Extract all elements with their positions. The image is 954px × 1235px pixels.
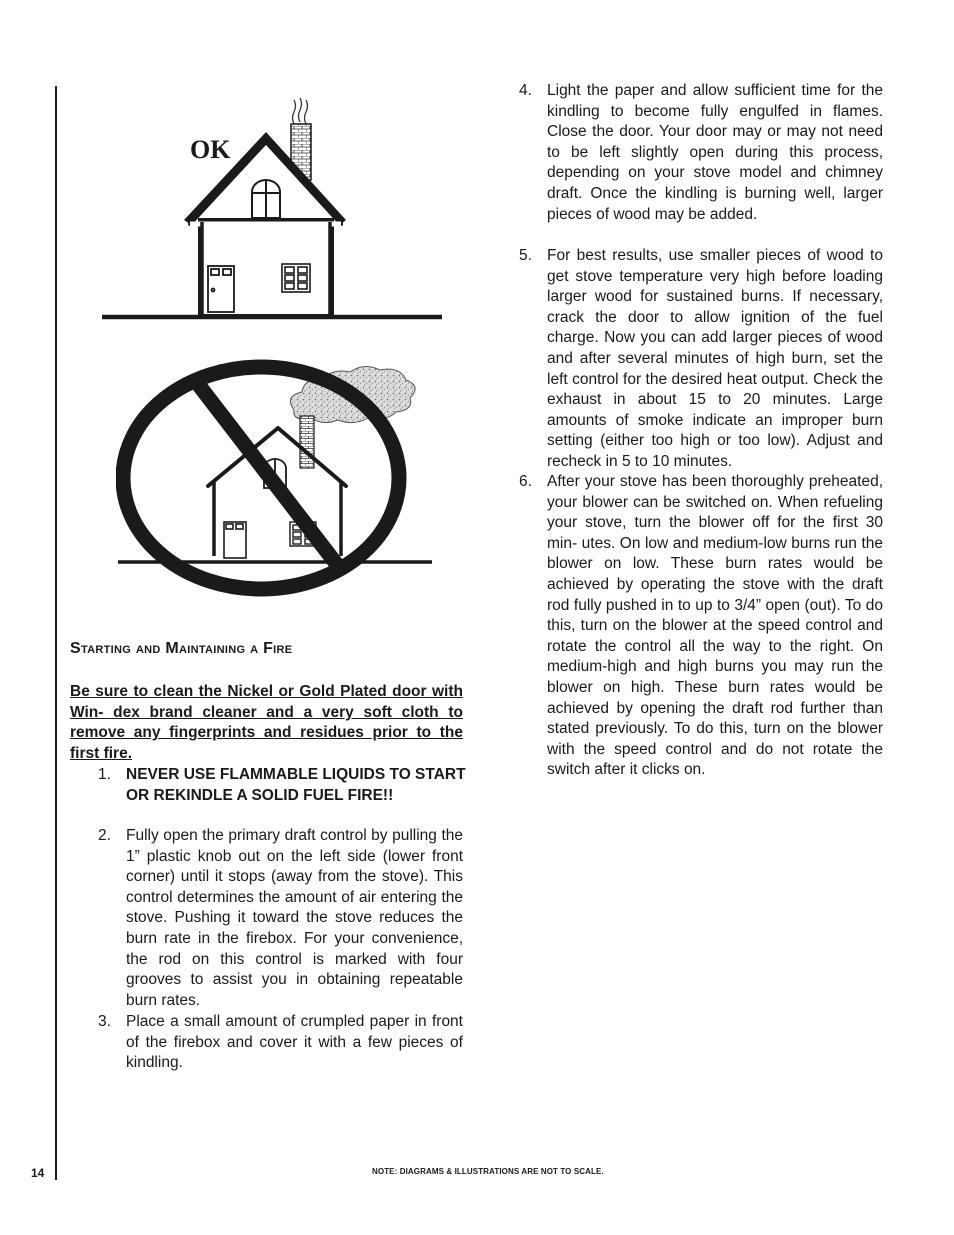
step-number: 1. xyxy=(98,766,111,783)
chimney xyxy=(300,416,314,468)
door-icon xyxy=(208,266,234,312)
section-heading: Starting and Maintaining a Fire xyxy=(70,640,293,657)
step-number: 3. xyxy=(98,1013,111,1030)
step-text: For best results, use smaller pieces of wood to get stove temperature very high before loading larger wood for sustained burns. If necessary, crack the door to allow ignition of the fuel charge. Now you can add larger pieces of wood and after several minutes of high burn, set the left control for the desired heat output. Check the exhaust in about 15 to 20 minutes. Large amounts of smoke indicate an improper burn setting (either too high or too low). Adjust and recheck in 5 to 10 minutes. xyxy=(547,247,883,470)
door-icon xyxy=(224,522,246,558)
step-number: 5. xyxy=(519,247,532,264)
step-number: 2. xyxy=(98,827,111,844)
grid-window-icon xyxy=(282,264,310,292)
step-number: 4. xyxy=(519,82,532,99)
ok-house-figure xyxy=(98,96,448,326)
step-1 xyxy=(98,765,492,806)
step-number: 6. xyxy=(519,473,532,490)
cleaning-note: Be sure to clean the Nickel or Gold Plated door with Win- dex brand cleaner and a very soft cloth to remove any fingerprints and residues prior to the first fire. xyxy=(70,683,463,762)
footer-note: NOTE: DIAGRAMS & ILLUSTRATIONS ARE NOT TO SCALE. xyxy=(372,1167,604,1176)
step-text: Light the paper and allow sufficient time for the kindling to become fully engulfed in flames. Close the door. Your door may or may not need to be left slightly open during this process, depending on your stove model and chimney draft. Once the kindling is burning well, larger pieces of wood may be added. xyxy=(547,82,883,223)
smoke-lines-icon xyxy=(293,98,308,124)
step-4 xyxy=(519,81,883,225)
page-number: 14 xyxy=(31,1166,45,1180)
step-text: After your stove has been thoroughly preheated, your blower can be switched on. When refueling your stove, turn the blower off for the first 30 min- utes. On low and medium-low burns run the blower on low. These burn rates would be achieved by operating the stove with the draft rod fully pushed in to up to 3/4” open (out). To do this, turn on the blower at the speed control and rotate the control all the way to the right. On medium-high and high burns you may run the blower on high. These burn rates would be achieved by opening the draft rod further than stated previously. To do this, turn on the blower with the speed control and do not rotate the switch after it clicks on. xyxy=(547,473,883,779)
left-margin-rule xyxy=(55,86,57,1180)
step-2 xyxy=(98,826,463,1011)
step-6 xyxy=(519,472,883,781)
step-text: Place a small amount of crumpled paper in front of the firebox and cover it with a few pieces of kindling. xyxy=(126,1013,463,1072)
step-text: Fully open the primary draft control by pulling the 1” plastic knob out on the left side (lower front corner) until it stops (away from the stove). This control determines the amount of air entering the stove. Pushing it toward the stove reduces the burn rate in the firebox. For your convenience, the rod on this control is marked with four grooves to assist you in obtaining repeatable burn rates. xyxy=(126,827,463,1009)
arched-window-icon xyxy=(252,180,280,218)
step-3 xyxy=(98,1012,463,1074)
no-house-figure xyxy=(116,356,436,598)
step-5 xyxy=(519,246,883,473)
ok-label: OK xyxy=(190,135,231,164)
step-text: NEVER USE FLAMMABLE LIQUIDS TO START OR REKINDLE A SOLID FUEL FIRE!! xyxy=(126,766,466,804)
